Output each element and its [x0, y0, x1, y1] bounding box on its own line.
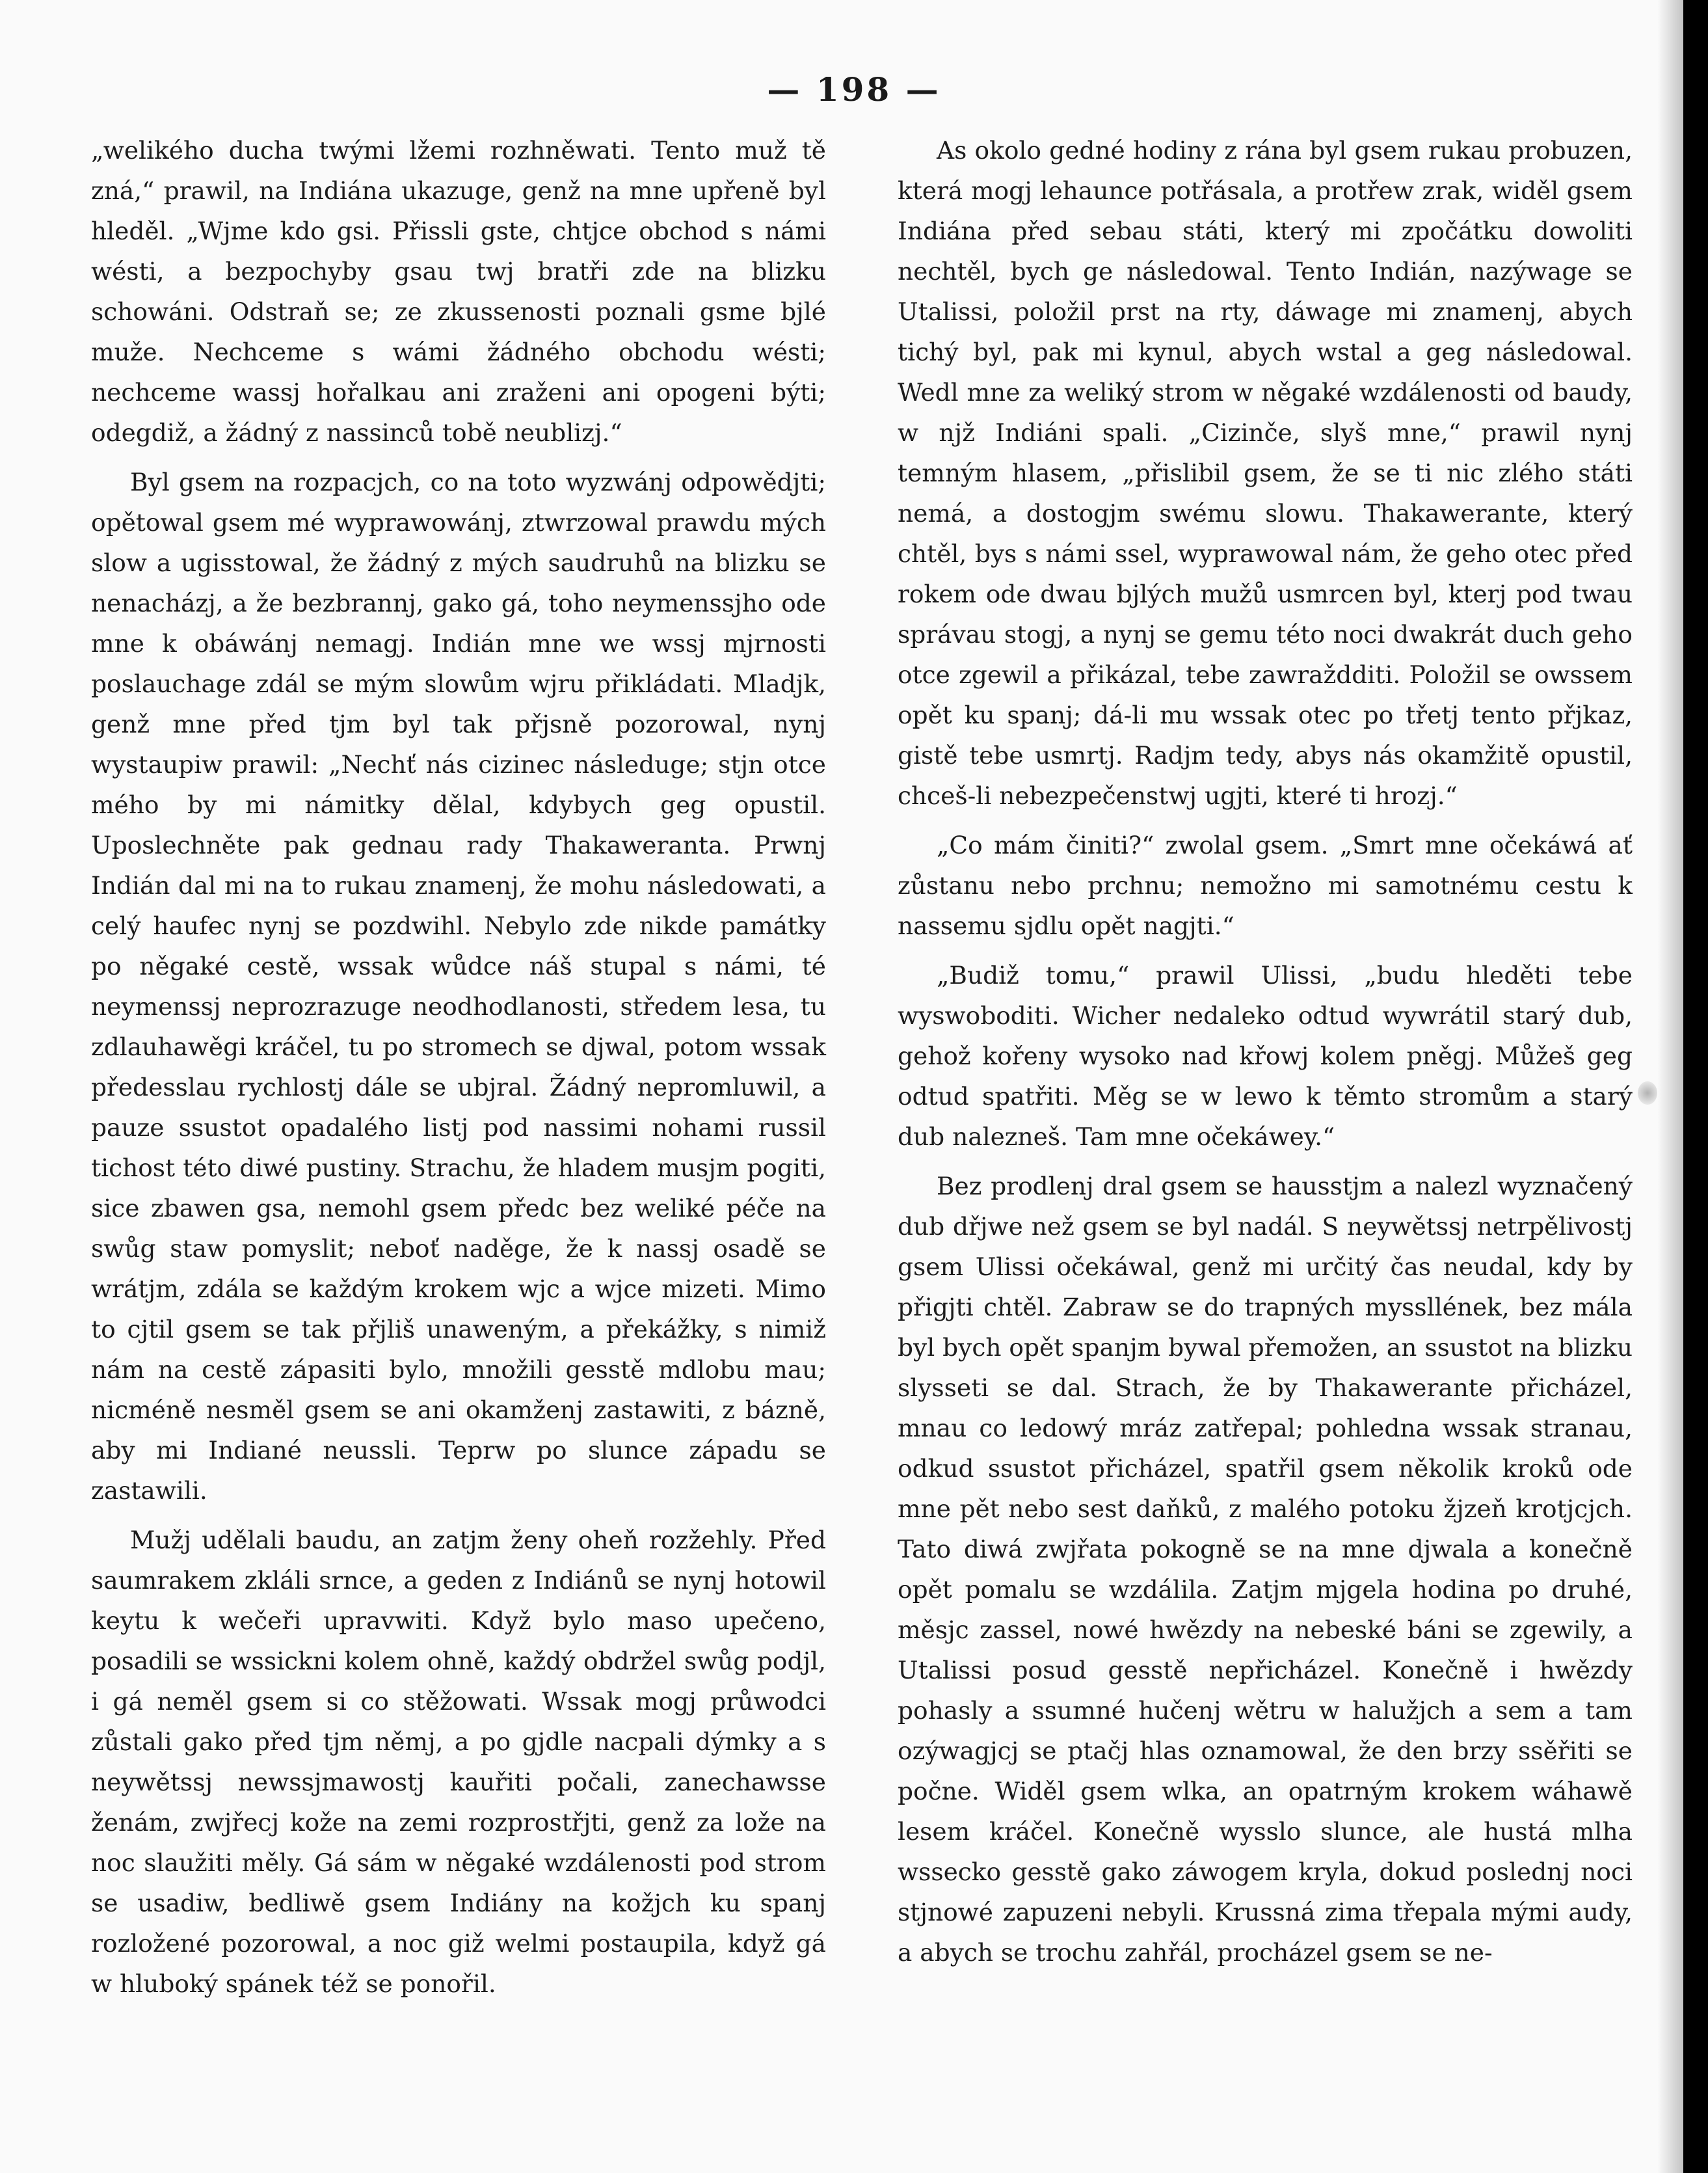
page-edge-shadow	[1657, 0, 1683, 2173]
right-text-column	[898, 130, 1633, 2056]
page-number: — 198 —	[767, 70, 941, 109]
paragraph: Mužj udělali baudu, an zatjm ženy oheň rozžehly. Před saumrakem zkláli srnce, a geden z Indiánů se nynj hotowil keytu k wečeři upravwiti. Když bylo maso upečeno, posadili se wssickni kolem ohně, každý obdržel swůg podjl, i gá neměl gsem si co stěžowati. Wssak mogj průwodci zůstali gako před tjm němj, a po gjdle nacpali dýmky a s neywětssj newssjmawostj kauřiti počali, zanechawsse ženám, zwjřecj kože na zemi rozprostřjti, genž za lože na noc slaužiti měly. Gá sám w něgaké wzdálenosti pod strom se usadiw, bedliwě gsem Indiány na kožjch ku spanj rozložené pozorowal, a noc giž welmi postaupila, když gá w hluboký spánek též se ponořil.	[91, 1526, 826, 1998]
paragraph: As okolo gedné hodiny z rána byl gsem rukau probuzen, která mogj lehaunce potřásala, a protřew zrak, widěl gsem Indiána před sebau státi, který mi zpočátku dowoliti nechtěl, bych ge následowal. Tento Indián, nazýwage se Utalissi, položil prst na rty, dáwage mi znamenj, abych tichý byl, pak mi kynul, abych wstal a geg následowal. Wedl mne za weliký strom w něgaké wzdálenosti od baudy, w njž Indiáni spali. „Cizinče, slyš mne,“ prawil nynj temným hlasem, „přislibil gsem, že se ti nic zlého státi nemá, a dostogjm swému slowu. Thakawerante, který chtěl, bys s námi ssel, wyprawowal nám, že geho otec před rokem ode dwau bjlých mužů usmrcen byl, kterj pod twau správau stogj, a nynj se gemu této noci dwakrát duch geho otce zgewil a přikázal, tebe zawraždditi. Položil se owssem opět ku spanj; dá-li mu wssak otec po třetj tento přjkaz, gistě tebe usmrtj. Radjm tedy, abys nás okamžitě opustil, chceš-li nebezpečenstwj ugjti, které ti hrozj.“	[898, 136, 1633, 810]
scan-border	[1683, 0, 1708, 2173]
paragraph: „Co mám činiti?“ zwolal gsem. „Smrt mne očekáwá ať zůstanu nebo prchnu; nemožno mi samotnému cestu k nassemu sjdlu opět nagjti.“	[898, 831, 1633, 940]
paragraph: Byl gsem na rozpacjch, co na toto wyzwánj odpowědjti; opětowal gsem mé wyprawowánj, ztwrzowal prawdu mých slow a ugisstowal, že žádný z mých saudruhů na blizku se nenacházj, a že bezbrannj, gako gá, toho neymenssjho ode mne k obáwánj nemagj. Indián mne we wssj mjrnosti poslauchage zdál se mým slowům wjru přikládati. Mladjk, genž mne před tjm byl tak přjsně pozorowal, nynj wystaupiw prawil: „Nechť nás cizinec následuge; stjn otce mého by mi námitky dělal, kdybych geg opustil. Uposlechněte pak gednau rady Thakaweranta. Prwnj Indián dal mi na to rukau znamenj, že mohu následowati, a celý haufec nynj se pozdwihl. Nebylo zde nikde památky po něgaké cestě, wssak wůdce náš stupal s námi, té neymenssj neprozrazuge neodhodlanosti, středem lesa, tu zdlauhawěgi kráčel, tu po stromech se djwal, potom wssak předesslau rychlostj dále se ubjral. Žádný nepromluwil, a pauze ssustot opadalého listj pod nassimi nohami russil tichost této diwé pustiny. Strachu, že hladem musjm pogiti, sice zbawen gsa, nemohl gsem předc bez weliké péče na swůg staw pomyslit; neboť naděge, že k nassj osadě se wrátjm, zdála se každým krokem wjc a wjce mizeti. Mimo to cjtil gsem se tak přjliš unaweným, a překážky, s nimiž nám na cestě zápasiti bylo, množili gesstě mdlobu mau; nicméně nesměl gsem se ani okamženj zastawiti, z bázně, aby mi Indiané neussli. Teprw po slunce západu se zastawili.	[91, 468, 826, 1505]
paragraph: „welikého ducha twými lžemi rozhněwati. Tento muž tě zná,“ prawil, na Indiána ukazuge, genž na mne upřeně byl hleděl. „Wjme kdo gsi. Přissli gste, chtjce obchod s námi wésti, a bezpochyby gsau twj bratři zde na blizku schowáni. Odstraň se; ze zkussenosti poznali gsme bjlé muže. Nechceme s wámi žádného obchodu wésti; nechceme wassj hořalkau ani zraženi ani opogeni býti; odegdiž, a žádný z nassinců tobě neublizj.“	[91, 136, 826, 447]
left-text-column	[91, 130, 826, 2056]
paper-stain	[1638, 1081, 1657, 1105]
paragraph: „Budiž tomu,“ prawil Ulissi, „budu hleděti tebe wyswoboditi. Wicher nedaleko odtud wywrátil starý dub, gehož kořeny wysoko nad křowj kolem pněgj. Můžeš geg odtud spatřiti. Měg se w lewo k těmto stromům a starý dub nalezneš. Tam mne očekáwey.“	[898, 961, 1633, 1151]
paragraph: Bez prodlenj dral gsem se hausstjm a nalezl wyznačený dub dřjwe než gsem se byl nadál. S neywětssj netrpělivostj gsem Ulissi očekáwal, genž mi určitý čas neudal, kdy by přigjti chtěl. Zabraw se do trapných myssllének, bez mála byl bych opět spanjm bywal přemožen, an ssustot na blizku slysseti se dal. Strach, že by Thakawerante přicházel, mnau co ledowý mráz zatřepal; pohledna wssak stranau, odkud ssustot přicházel, spatřil gsem několik kroků ode mne pět nebo sest daňků, z malého potoku žjzeň krotjcjch. Tato diwá zwjřata pokogně se na mne djwala a konečně opět pomalu se wzdálila. Zatjm mjgela hodina po druhé, měsjc zassel, nowé hwězdy na nebeské báni se zgewily, a Utalissi posud gesstě nepřicházel. Konečně i hwězdy pohasly a ssumné hučenj wětru w halužjch a sem a tam ozýwagjcj se ptačj hlas oznamowal, že den brzy ssěřiti se počne. Widěl gsem wlka, an opatrným krokem wáhawě lesem kráčel. Konečně wysslo slunce, ale hustá mlha wssecko gesstě gako záwogem kryla, dokud poslednj noci stjnowé zapuzeni nebyli. Krussná zima třepala mými audy, a abych se trochu zahřál, procházel gsem se ne-	[898, 1172, 1633, 1967]
